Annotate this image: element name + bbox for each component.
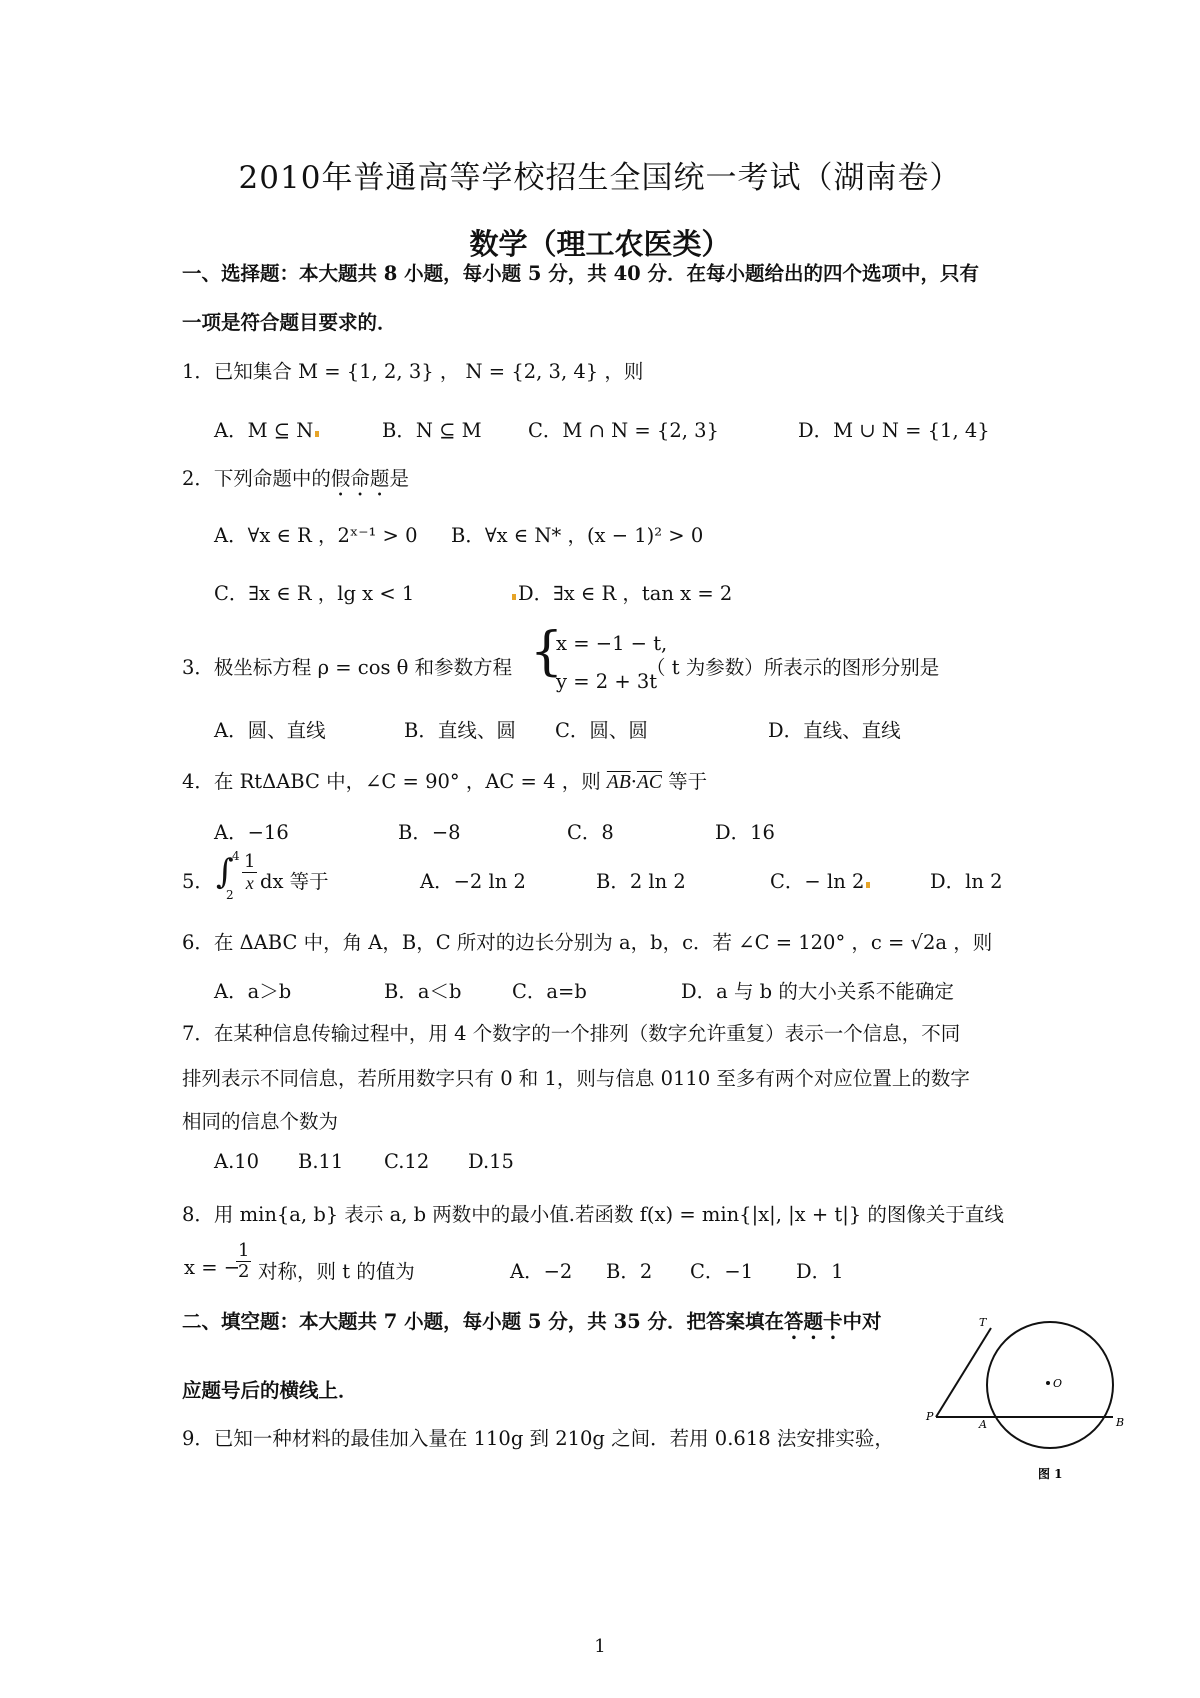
q7-line1: 7．在某种信息传输过程中，用 4 个数字的一个排列（数字允许重复）表示一个信息，不同 xyxy=(182,1022,961,1045)
page-title: 2010年普通高等学校招生全国统一考试（湖南卷） xyxy=(238,160,962,196)
q8-frac-den: 2 xyxy=(238,1261,250,1282)
q1-option-d: D．M ∪ N = {1, 4} xyxy=(798,419,990,442)
highlight-mark xyxy=(866,882,870,888)
q3-option-c: C．圆、圆 xyxy=(555,719,648,742)
q2-option-b: B．∀x ∈ N* ，(x − 1)² > 0 xyxy=(451,524,704,547)
q5-upper-limit: 4 xyxy=(232,849,240,863)
q6-option-c: C．a=b xyxy=(512,980,587,1003)
q7-line3: 相同的信息个数为 xyxy=(182,1110,339,1133)
q4-vector-ab: $\overline{AB}$ xyxy=(606,772,631,793)
section1-line2: 一项是符合题目要求的． xyxy=(182,311,397,334)
q2-stem-post: 是 xyxy=(389,467,409,490)
figure-caption: 图 1 xyxy=(1038,1467,1063,1481)
section1-line1: 一、选择题：本大题共 8 小题，每小题 5 分，共 40 分．在每小题给出的四个选项中，只有 xyxy=(182,262,980,285)
q2-stem-pre: 2．下列命题中的 xyxy=(182,467,331,490)
q5-frac-num: 1 xyxy=(244,851,256,872)
q4-stem-pre: 4．在 RtΔABC 中，∠C = 90° ，AC = 4 ，则 xyxy=(182,770,601,793)
highlight-mark xyxy=(315,431,319,437)
q3-stem-pre: 3．极坐标方程 ρ = cos θ 和参数方程 xyxy=(182,656,513,679)
q6-stem: 6．在 ΔABC 中，角 A，B，C 所对的边长分别为 a，b，c．若 ∠C = 120° ，c = √2a ，则 xyxy=(182,931,993,954)
q5-option-d: D．ln 2 xyxy=(930,870,1003,893)
q7-option-a: A.10 xyxy=(214,1150,260,1173)
q3-option-d: D．直线、直线 xyxy=(768,719,901,742)
q8-option-a: A．−2 xyxy=(510,1260,573,1283)
q7-line2: 排列表示不同信息，若所用数字只有 0 和 1，则与信息 0110 至多有两个对应位置上的数字 xyxy=(182,1067,970,1090)
section2-line1-pre: 二、填空题：本大题共 7 小题，每小题 5 分，共 35 分．把答案填在 xyxy=(182,1310,785,1333)
q1-option-a-text: A．M ⊆ N xyxy=(214,419,314,442)
q7-option-d: D.15 xyxy=(468,1150,514,1173)
q3-stem-post: （ t 为参数）所表示的图形分别是 xyxy=(646,656,940,679)
q2-option-c: C．∃x ∈ R ，lg x < 1 xyxy=(214,582,415,605)
figure-1 xyxy=(920,1290,1140,1490)
q1-option-b: B．N ⊆ M xyxy=(382,419,482,442)
section2-line1 xyxy=(182,1306,882,1344)
q7-option-b: B.11 xyxy=(298,1150,344,1173)
circle-o xyxy=(987,1322,1113,1448)
section2-line1-emphasis: 答题卡 xyxy=(784,1310,843,1333)
q8-line1: 8．用 min{a, b} 表示 a, b 两数中的最小值.若函数 f(x) = min{|x|, |x + t|} 的图像关于直线 xyxy=(182,1203,1004,1226)
q5-number: 5． xyxy=(182,870,214,893)
q1-stem: 1．已知集合 M = {1, 2, 3} ， N = {2, 3, 4} ，则 xyxy=(182,360,644,383)
q3-eq1: x = −1 − t, xyxy=(556,632,668,655)
q3-eq2: y = 2 + 3t xyxy=(556,670,658,693)
q6-option-d: D．a 与 b 的大小关系不能确定 xyxy=(681,980,954,1003)
q9-stem: 9．已知一种材料的最佳加入量在 110g 到 210g 之间．若用 0.618 法安排实验， xyxy=(182,1427,894,1450)
q2-option-d xyxy=(510,578,732,606)
q2-stem xyxy=(182,463,409,501)
label-b: B xyxy=(1116,1416,1125,1429)
page-subtitle: 数学（理工农医类） xyxy=(469,227,731,261)
q5-option-c-text: C．− ln 2 xyxy=(770,870,865,893)
q8-option-b: B．2 xyxy=(606,1260,653,1283)
q1-option-a xyxy=(214,415,321,443)
q3-option-b: B．直线、圆 xyxy=(404,719,516,742)
section2-line1-post: 中对 xyxy=(842,1310,882,1333)
q6-option-a: A．a＞b xyxy=(214,980,292,1003)
page-number: 1 xyxy=(594,1636,606,1657)
q4-option-c: C．8 xyxy=(567,821,614,844)
label-p: P xyxy=(926,1410,934,1423)
q3-brace: { xyxy=(530,622,564,682)
q8-option-c: C．−1 xyxy=(690,1260,754,1283)
center-dot xyxy=(1046,1381,1050,1385)
tangent-pt xyxy=(936,1328,991,1417)
q2-option-a: A．∀x ∈ R ，2ˣ⁻¹ > 0 xyxy=(214,524,418,547)
q4-vector-ac: $\overline{AC}$ xyxy=(636,772,662,793)
q6-option-b: B．a＜b xyxy=(384,980,462,1003)
q5-option-c xyxy=(770,866,872,894)
q5-frac-den: x xyxy=(245,873,254,893)
q7-option-c: C.12 xyxy=(384,1150,430,1173)
q2-option-d-text: D．∃x ∈ R ，tan x = 2 xyxy=(518,582,733,605)
q4-option-d: D．16 xyxy=(715,821,775,844)
label-t: T xyxy=(979,1316,987,1329)
q3-option-a: A．圆、直线 xyxy=(214,719,326,742)
q4-option-a: A．−16 xyxy=(214,821,289,844)
q2-stem-emphasis: 假命题 xyxy=(330,467,390,490)
integral-sign: ∫ xyxy=(216,852,234,892)
q5-stem-post: dx 等于 xyxy=(260,870,329,893)
q5-fraction xyxy=(242,852,257,893)
q4-stem: 4．在 RtΔABC 中，∠C = 90° ，AC = 4 ，则 $\overline{AB}\cdot\overline{AC}$ 等于 xyxy=(182,770,708,793)
q1-option-c: C．M ∩ N = {2, 3} xyxy=(528,419,719,442)
section2-line2: 应题号后的横线上． xyxy=(182,1379,358,1402)
q5-lower-limit: 2 xyxy=(226,888,234,902)
label-a: A xyxy=(979,1418,987,1431)
q8-x-pre: x = − xyxy=(184,1256,241,1279)
highlight-mark xyxy=(512,594,516,600)
q8-option-d: D．1 xyxy=(796,1260,844,1283)
q5-option-a: A．−2 ln 2 xyxy=(420,870,526,893)
q5-option-b: B．2 ln 2 xyxy=(596,870,686,893)
q8-frac-num: 1 xyxy=(238,1240,250,1261)
q8-fraction xyxy=(236,1241,251,1282)
q4-stem-post: 等于 xyxy=(668,770,708,793)
q8-x-post: 对称，则 t 的值为 xyxy=(258,1260,415,1283)
label-o: O xyxy=(1053,1377,1063,1390)
q4-option-b: B．−8 xyxy=(398,821,461,844)
